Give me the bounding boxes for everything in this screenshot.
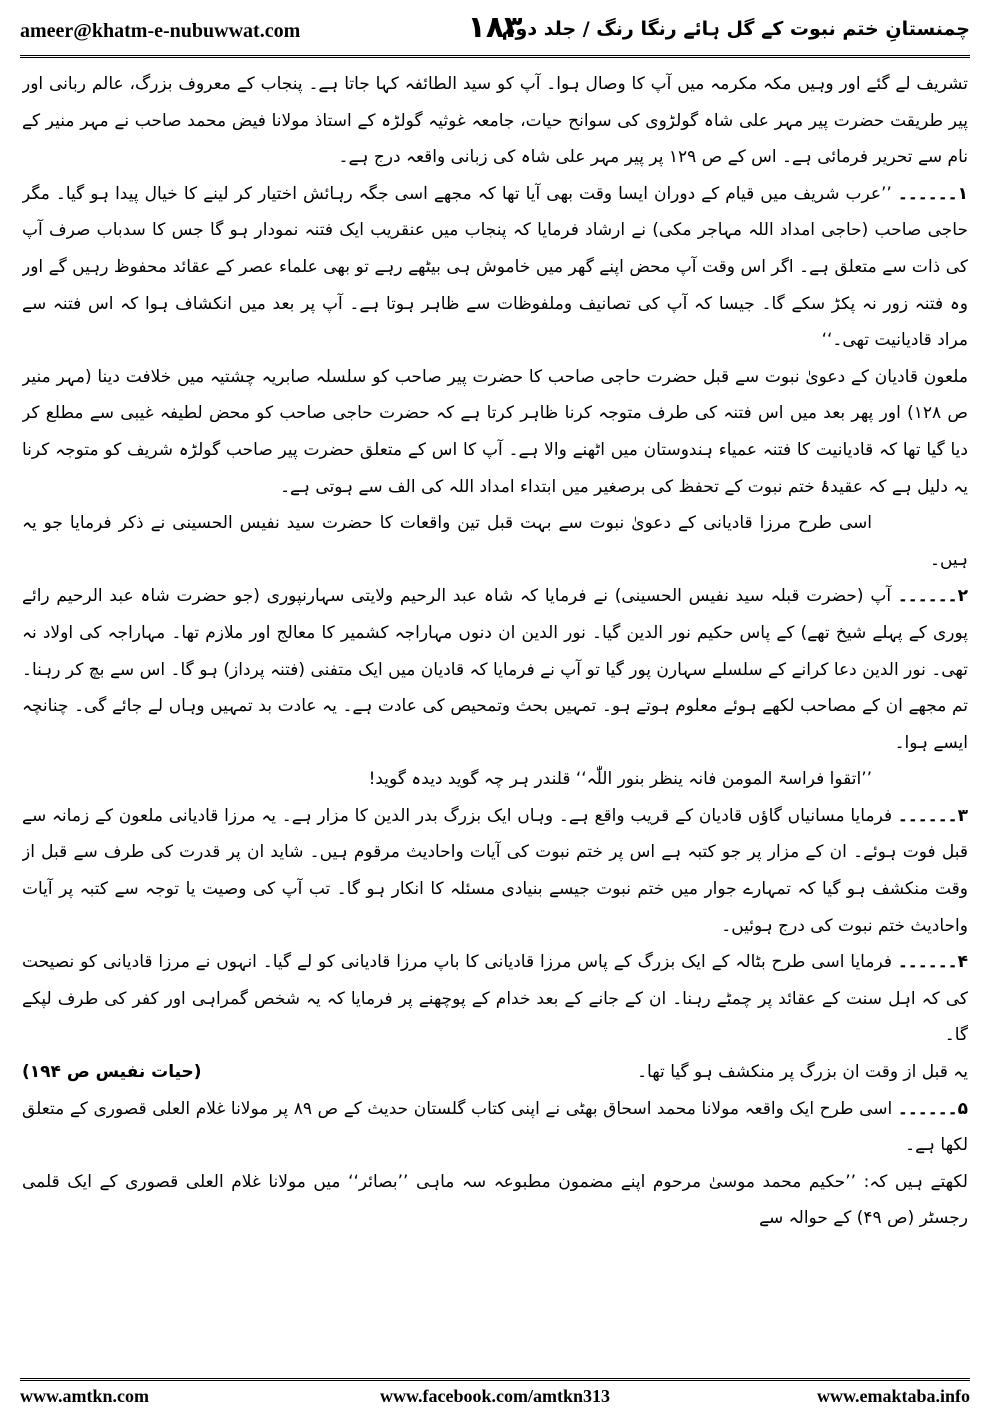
page-header [20, 8, 970, 52]
quote-2 [22, 578, 968, 761]
quote-4-ending-text: یہ قبل از وقت ان بزرگ پر منکشف ہو گیا تھا۔ [637, 1062, 968, 1083]
page-footer [20, 1384, 970, 1414]
quote-3 [22, 798, 968, 944]
quote-4-ending [22, 1054, 968, 1091]
footer-rule [20, 1378, 970, 1381]
footer-link-emaktaba[interactable]: www.emaktaba.info [816, 1386, 970, 1406]
item-number-3: ۳۔۔۔۔۔۔ [897, 805, 968, 826]
arabic-saying: ’’اتقوا فراسۃ المومن فانہ ینظر بنور اللّٰہ‘‘ قلندر ہر چہ گوید دیدہ گوید! [368, 769, 872, 790]
quote-5-text: اسی طرح ایک واقعہ مولانا محمد اسحاق بھٹی نے اپنی کتاب گلستان حدیث کے ص ۸۹ پر مولانا غلام العلی قصوری کے متعلق لکھا ہے۔ [22, 1098, 968, 1156]
paragraph-commentary: ملعون قادیان کے دعویٰ نبوت سے قبل حضرت حاجی صاحب کا حضرت پیر صاحب کو سلسلہ صابریہ چشتیہ میں خلافت دینا (مہر منیر ص ۱۲۸) اور پھر بعد میں اس فتنہ کی طرف متوجہ کرنا ظاہر کرتا ہے کہ حضرت حاجی صاحب کو محض لطیفہ غیبی سے مطلع کر دیا گیا تھا کہ قادیانیت کا فتنہ عمیاء ہندوستان میں اٹھنے والا ہے۔ آپ کا اس کے متعلق حضرت پیر صاحب گولڑہ شریف کو متوجہ کرنا یہ دلیل ہے کہ عقیدۂ ختم نبوت کے تحفظ کی برصغیر میں ابتداء امداد اللہ کی الف سے ہوتی ہے۔ [22, 366, 968, 497]
quote-5 [22, 1091, 968, 1164]
quote-3-text: فرمایا مسانیاں گاؤں قادیان کے قریب واقع ہے۔ وہاں ایک بزرگ بدر الدین کا مزار ہے۔ یہ مرزا قادیانی ملعون کے زمانہ سے قبل فوت ہوئے۔ ان کے مزار پر جو کتبہ ہے اس پر ختم نبوت کی آیات واحادیث مرقوم ہیں۔ شاید ان پر قدرت کی طرف سے قبل از وقت منکشف ہو گیا کہ تمہارے جوار میں ختم نبوت جیسے بنیادی مسئلہ کا انکار ہو گا۔ تب آپ کی وصیت یا توجہ سے کتبہ پر آیات واحادیث ختم نبوت کی درج ہوئیں۔ [22, 805, 968, 936]
item-number-5: ۵۔۔۔۔۔۔ [897, 1098, 968, 1119]
quote-4 [22, 944, 968, 1054]
item-number-4: ۴۔۔۔۔۔۔ [897, 952, 968, 973]
reference-hayat-nafees: (حیات نفیس ص ۱۹۴) [22, 1062, 202, 1083]
page-body [22, 66, 968, 1370]
quote-4-text: فرمایا اسی طرح بٹالہ کے ایک بزرگ کے پاس مرزا قادیانی کا باپ مرزا قادیانی کو لے گیا۔ انہوں نے مرزا قادیانی کو نصیحت کی کہ اہل سنت کے عقائد پر چمٹے رہنا۔ ان کے جانے کے بعد خدام کے پوچھنے پر فرمایا کہ یہ شخص گمراہی اور کفر کی طرف لپکے گا۔ [22, 952, 968, 1046]
paragraph-closing: لکھتے ہیں کہ: ’’حکیم محمد موسیٰ مرحوم اپنے مضمون مطبوعہ سہ ماہی ’’بصائر‘‘ میں مولانا غلام العلی قصوری کے ایک قلمی رجسٹر (ص ۴۹) کے حوالہ سے [22, 1171, 968, 1229]
quote-2-text: آپ (حضرت قبلہ سید نفیس الحسینی) نے فرمایا کہ شاہ عبد الرحیم ولایتی سہارنپوری (جو حضرت شاہ عبد الرحیم رائے پوری کے پہلے شیخ تھے) کے پاس حکیم نور الدین گیا۔ نور الدین ان دنوں مہاراجہ کشمیر کا معالج اور ملازم تھا۔ مہاراجہ کی اولاد نہ تھی۔ نور الدین دعا کرانے کے سلسلے سہارن پور گیا تو آپ نے فرمایا کہ قادیان میں ایک متفنی (فتنہ پرداز) ہو گا۔ اس سے بچ کر رہنا۔ تم مجھے ان کے مصاحب لکھے ہوئے معلوم ہوتے ہو۔ تمہیں بحث وتمحیص کی عادت ہے۔ یہ عادت بد تمہیں وہاں لے جائے گی۔ چنانچہ ایسے ہوا۔ [22, 586, 968, 753]
quote-1-text: ’’عرب شریف میں قیام کے دوران ایسا وقت بھی آیا تھا کہ مجھے اسی جگہ رہائش اختیار کر لینے کا خیال پیدا ہو گیا۔ مگر حاجی صاحب (حاجی امداد اللہ مہاجر مکی) نے ارشاد فرمایا کہ پنجاب میں عنقریب ایک فتنہ نمودار ہو گا جس کا سدباب صرف آپ کی ذات سے متعلق ہے۔ اگر اس وقت آپ محض اپنے گھر میں خاموش ہی بیٹھے رہے تو بھی علماء عصر کے عقائد محفوظ رہیں گے اور وہ فتنہ زور نہ پکڑ سکے گا۔ جیسا کہ آپ کی تصانیف وملفوظات سے ظاہر ہوتا ہے۔ آپ پر بعد میں انکشاف ہوا کہ اس فتنہ سے مراد قادیانیت تھی۔‘‘ [22, 183, 968, 351]
quote-1 [22, 176, 968, 359]
paragraph-intro: تشریف لے گئے اور وہیں مکہ مکرمہ میں آپ کا وصال ہوا۔ آپ کو سید الطائفہ کہا جاتا ہے۔ پنجاب کے معروف بزرگ، عالم ربانی اور پیر طریقت حضرت پیر مہر علی شاہ گولڑوی کی سوانح حیات، جامعہ غوثیہ گولڑہ کے استاذ مولانا فیض محمد صاحب نے مہر منیر کے نام سے تحریر فرمائی ہے۔ اس کے ص ۱۲۹ پر پیر مہر علی شاہ کی زبانی واقعہ درج ہے۔ [22, 74, 968, 168]
page-number: ۱۸۳ [467, 10, 523, 45]
footer-link-amtkn[interactable]: www.amtkn.com [20, 1386, 149, 1406]
paragraph-three-events: اسی طرح مرزا قادیانی کے دعویٰ نبوت سے بہت قبل تین واقعات کا حضرت سید نفیس الحسینی نے ذکر فرمایا جو یہ ہیں۔ [22, 513, 968, 570]
book-title: چمنستانِ ختم نبوت کے گل ہائے رنگا رنگ / جلد دوم [501, 18, 970, 40]
footer-link-facebook[interactable]: www.facebook.com/amtkn313 [380, 1386, 610, 1406]
item-number-2: ۲۔۔۔۔۔۔ [897, 586, 968, 607]
header-rule [20, 55, 970, 58]
item-number-1: ۱۔۔۔۔۔۔ [897, 183, 968, 204]
header-email: ameer@khatm-e-nubuwwat.com [20, 20, 301, 42]
